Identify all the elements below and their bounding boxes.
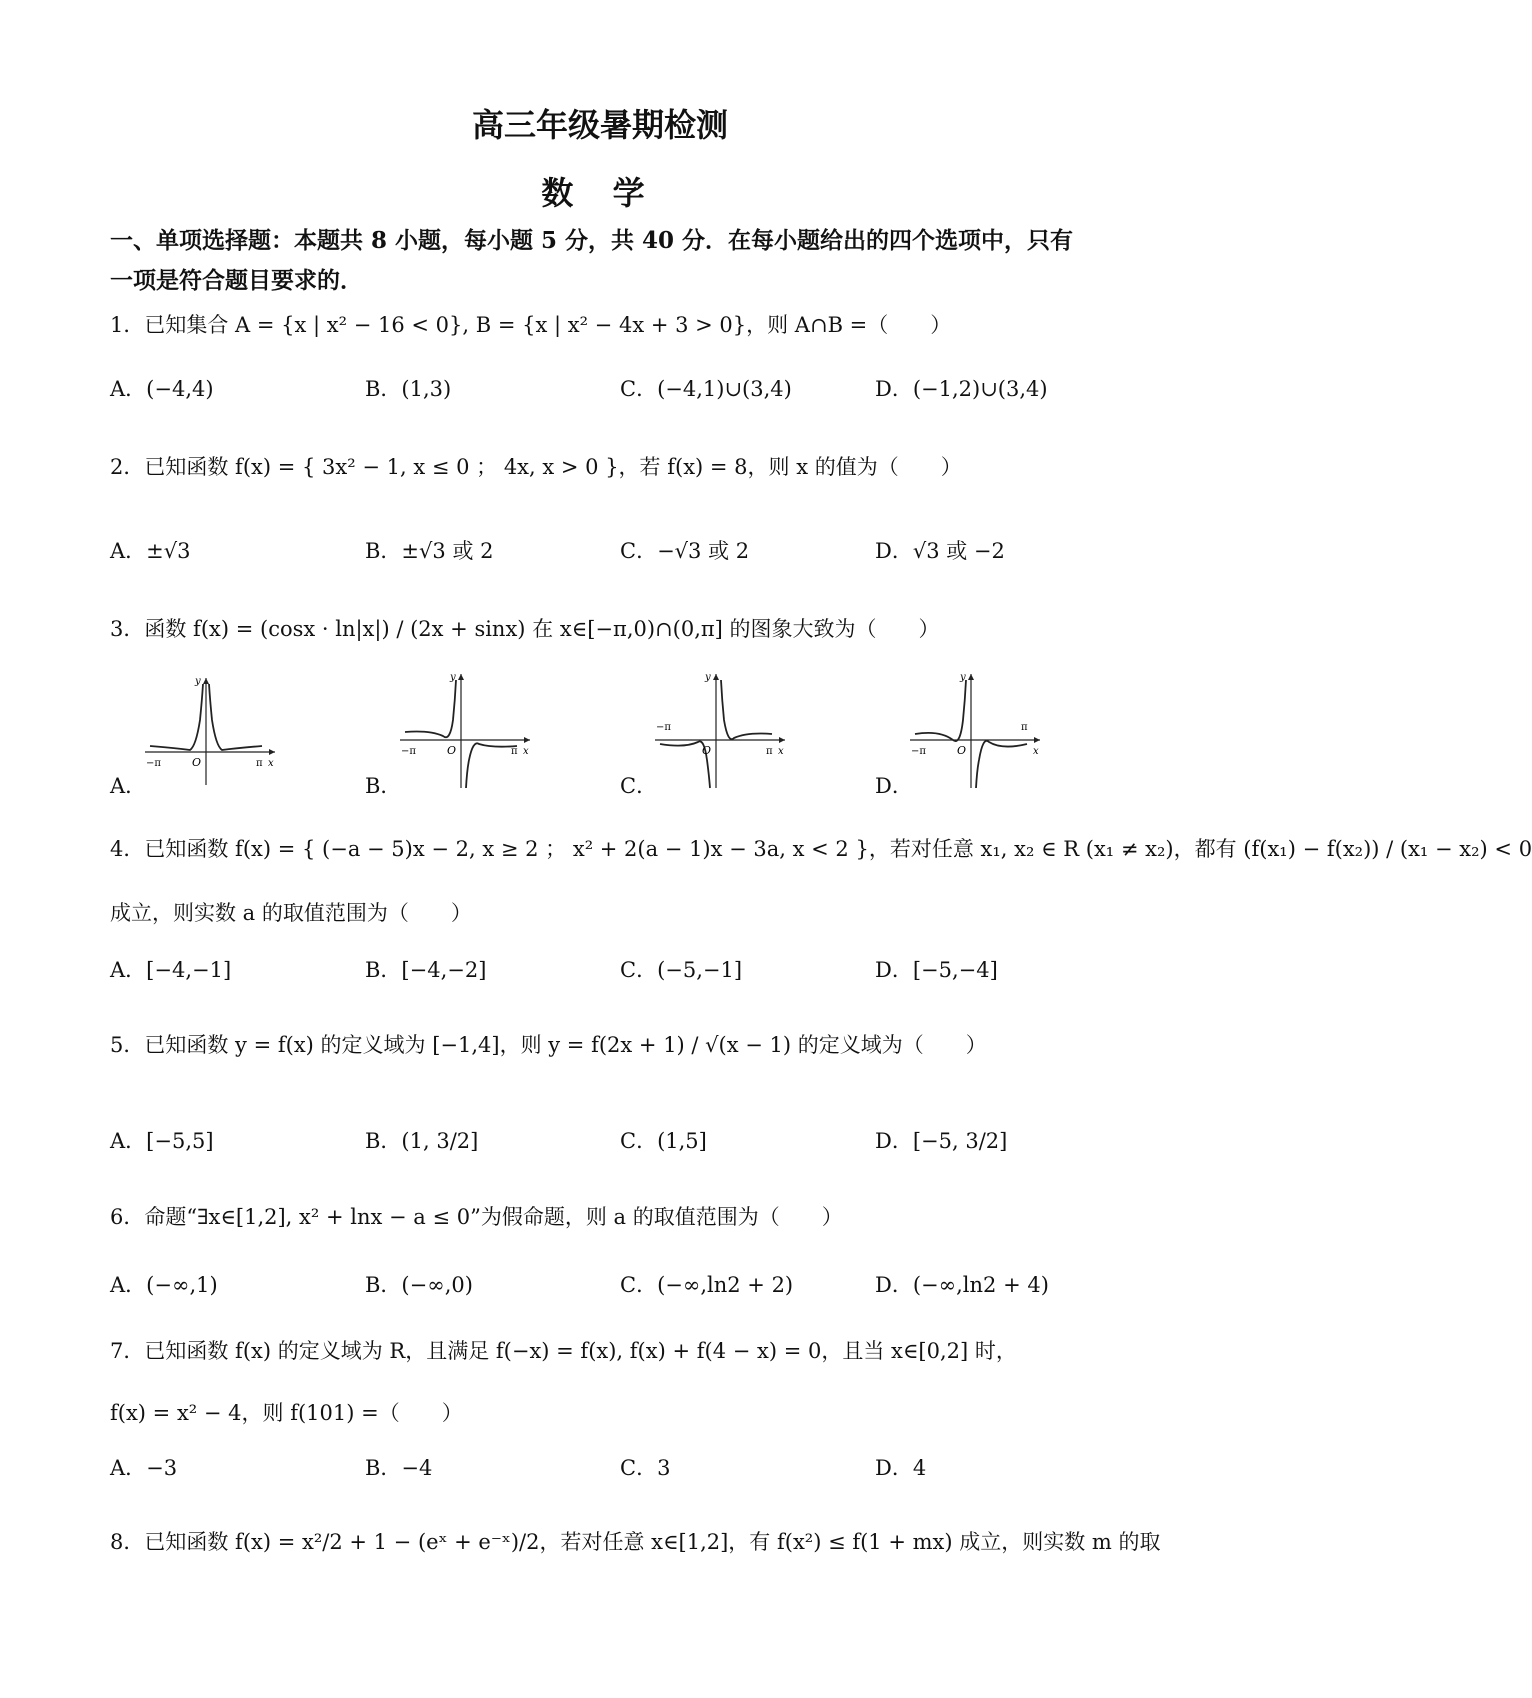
graph-origin-label: O xyxy=(192,756,202,769)
graph-origin-label: O xyxy=(447,744,457,757)
question-7 xyxy=(110,1336,1110,1366)
q1-option-c: C．(−4,1)∪(3,4) xyxy=(620,377,792,401)
graph-y-label: y xyxy=(705,672,711,683)
q3-graph-a xyxy=(140,670,280,790)
question-stem: 已知集合 A = {x | x² − 16 < 0}, B = {x | x² − 4x + 3 > 0}，则 A∩B =（ ） xyxy=(144,313,952,337)
q6-option-b: B．(−∞,0) xyxy=(365,1273,473,1297)
q1-option-a: A．(−4,4) xyxy=(110,377,214,401)
graph-pi-label: π xyxy=(256,758,263,769)
graph-neg-pi-label: −π xyxy=(146,758,161,769)
q5-option-a: A．[−5,5] xyxy=(110,1129,214,1153)
q4-option-a: A．[−4,−1] xyxy=(110,958,232,982)
q4-option-c: C．(−5,−1] xyxy=(620,958,743,982)
question-3 xyxy=(110,614,1110,644)
question-number: 5． xyxy=(110,1033,145,1057)
section-heading-line2: 一项是符合题目要求的． xyxy=(110,267,363,294)
exam-subject: 数 学 xyxy=(541,174,659,212)
q7-option-a: A．−3 xyxy=(110,1456,178,1480)
graph-pi-label: π xyxy=(511,746,518,757)
question-number: 1． xyxy=(110,313,145,337)
q1-option-d: D．(−1,2)∪(3,4) xyxy=(875,377,1048,401)
exam-title: 高三年级暑期检测 xyxy=(471,106,728,144)
graph-origin-label: O xyxy=(702,744,712,757)
q5-option-d: D．[−5, 3/2] xyxy=(875,1129,1008,1153)
q6-option-c: C．(−∞,ln2 + 2) xyxy=(620,1273,794,1297)
question-2 xyxy=(110,452,1110,482)
question-number: 6． xyxy=(110,1205,145,1229)
graph-x-label: x xyxy=(1033,746,1039,757)
question-5 xyxy=(110,1030,1110,1060)
q2-option-d: D．√3 或 −2 xyxy=(875,539,1005,563)
question-stem: 已知函数 y = f(x) 的定义域为 [−1,4]，则 y = f(2x + 1) / √(x − 1) 的定义域为（ ） xyxy=(144,1033,987,1057)
q6-option-a: A．(−∞,1) xyxy=(110,1273,218,1297)
q6-option-d: D．(−∞,ln2 + 4) xyxy=(875,1273,1049,1297)
question-1 xyxy=(110,310,1110,340)
q3-graph-b xyxy=(395,670,535,790)
question-number: 2． xyxy=(110,455,145,479)
graph-neg-pi-label: −π xyxy=(656,722,671,733)
q7-option-c: C．3 xyxy=(620,1456,671,1480)
question-8 xyxy=(110,1527,1161,1557)
q7-option-d: D．4 xyxy=(875,1456,927,1480)
graph-origin-label: O xyxy=(957,744,967,757)
q3-option-c: C． xyxy=(620,774,658,798)
question-4 xyxy=(110,834,1532,864)
question-number: 4． xyxy=(110,837,145,861)
q5-option-c: C．(1,5] xyxy=(620,1129,707,1153)
question-stem: 已知函数 f(x) = { 3x² − 1, x ≤ 0 ； 4x, x > 0 }，若 f(x) = 8，则 x 的值为（ ） xyxy=(144,455,962,479)
q2-option-b: B．±√3 或 2 xyxy=(365,539,494,563)
graph-neg-pi-label: −π xyxy=(401,746,416,757)
q2-option-a: A．±√3 xyxy=(110,539,191,563)
question-stem: 已知函数 f(x) = x²/2 + 1 − (eˣ + e⁻ˣ)/2，若对任意 x∈[1,2]，有 f(x²) ≤ f(1 + mx) 成立，则实数 m 的取 xyxy=(144,1530,1161,1554)
question-number: 3． xyxy=(110,617,145,641)
graph-y-label: y xyxy=(195,676,201,687)
q7-option-b: B．−4 xyxy=(365,1456,433,1480)
graph-y-label: y xyxy=(960,672,966,683)
graph-y-label: y xyxy=(450,672,456,683)
section-heading-line1: 一、单项选择题：本题共 8 小题，每小题 5 分，共 40 分．在每小题给出的四个选项中，只有 xyxy=(110,227,1074,254)
graph-neg-pi-label: −π xyxy=(911,746,926,757)
question-stem: 命题“∃x∈[1,2], x² + lnx − a ≤ 0”为假命题，则 a 的取值范围为（ ） xyxy=(144,1205,843,1229)
graph-x-label: x xyxy=(778,746,784,757)
graph-pi-label: π xyxy=(1021,722,1028,733)
q5-option-b: B．(1, 3/2] xyxy=(365,1129,479,1153)
question-4-line2: 成立，则实数 a 的取值范围为（ ） xyxy=(110,901,472,925)
graph-x-label: x xyxy=(268,758,274,769)
graph-x-label: x xyxy=(523,746,529,757)
q3-graph-d xyxy=(905,670,1045,790)
q3-option-a: A． xyxy=(110,774,147,798)
q3-option-b: B． xyxy=(365,774,402,798)
question-number: 8． xyxy=(110,1530,145,1554)
question-stem: 函数 f(x) = (cosx · ln|x|) / (2x + sinx) 在 x∈[−π,0)∩(0,π] 的图象大致为（ ） xyxy=(144,617,940,641)
q3-graph-c xyxy=(650,670,790,790)
q4-option-b: B．[−4,−2] xyxy=(365,958,487,982)
q4-option-d: D．[−5,−4] xyxy=(875,958,998,982)
q3-option-d: D． xyxy=(875,774,913,798)
question-7-line2: f(x) = x² − 4，则 f(101) =（ ） xyxy=(110,1401,463,1425)
question-number: 7． xyxy=(110,1339,145,1363)
question-stem: 已知函数 f(x) 的定义域为 R，且满足 f(−x) = f(x), f(x) + f(4 − x) = 0，且当 x∈[0,2] 时， xyxy=(144,1339,1017,1363)
graph-pi-label: π xyxy=(766,746,773,757)
q1-option-b: B．(1,3) xyxy=(365,377,452,401)
question-stem: 已知函数 f(x) = { (−a − 5)x − 2, x ≥ 2 ； x² + 2(a − 1)x − 3a, x < 2 }，若对任意 x₁, x₂ ∈ R (x₁ ≠ x₂)，都有 (f(x₁) − f(x₂)) / (x₁ − x₂) < 0 xyxy=(144,837,1532,861)
q2-option-c: C．−√3 或 2 xyxy=(620,539,750,563)
question-6 xyxy=(110,1202,1110,1232)
